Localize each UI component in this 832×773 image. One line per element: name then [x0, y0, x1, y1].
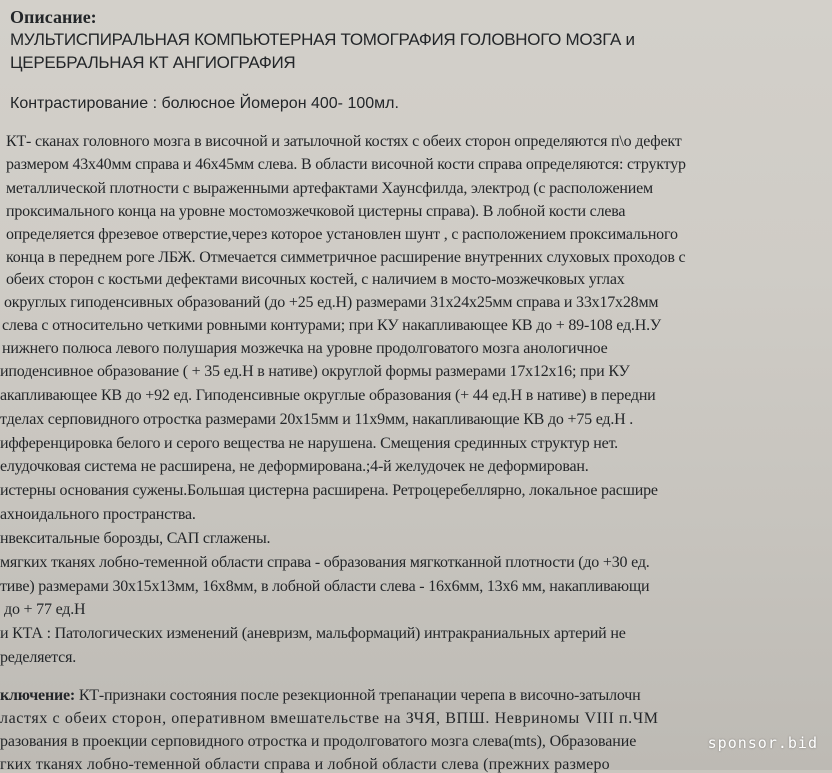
body-line: определяется фрезевое отверстие,через которое установлен шунт , с расположением проксимального: [6, 226, 678, 243]
body-line: до + 77 ед.Н: [4, 601, 86, 618]
body-line: и КТА : Патологических изменений (аневризм, мальформаций) интракраниальных артерий не: [0, 625, 626, 642]
conclusion-line: гких тканях лобно-теменной области справа и лобной области слева (прежних размеро: [0, 756, 610, 773]
body-line: иподенсивное образование ( + 35 ед.Н в нативе) округлой формы размерами 17х12х16; при КУ: [0, 363, 630, 380]
body-line: мягких тканях лобно-теменной области справа - образования мягкотканной плотности (до +30 ед.: [0, 554, 650, 571]
contrast-line: Контрастирование : болюсное Йомерон 400- 100мл.: [10, 95, 399, 112]
body-line: тиве) размерами 30х15х13мм, 16х8мм, в лобной области слева - 16х6мм, 13х6 мм, накапливающи: [0, 578, 650, 595]
body-line: обеих сторон с костьми дефектами височных костей, с наличием в мосто-мозжечковых углах: [6, 271, 625, 288]
conclusion-line: ластях с обеих сторон, оперативном вмешательстве на ЗЧЯ, ВПШ. Невриномы VIII п.ЧМ: [0, 710, 659, 727]
body-line: истерны основания сужены.Большая цистерна расширена. Ретроцеребеллярно, локальное расшире: [0, 482, 658, 499]
body-line: нвекситальные борозды, САП сглажены.: [0, 530, 271, 547]
body-line: ифференцировка белого и серого вещества не нарушена. Смещения срединных структур нет.: [0, 435, 618, 452]
body-line: конца в переднем роге ЛБЖ. Отмечается симметричное расширение внутренних слуховых проходов с: [6, 249, 686, 266]
conclusion-label: ключение:: [0, 687, 76, 704]
body-line: нижнего полюса левого полушария мозжечка на уровне продолговатого мозга анологичное: [2, 340, 608, 357]
description-label: Описание:: [10, 7, 97, 27]
document-title-line-1: МУЛЬТИСПИРАЛЬНАЯ КОМПЬЮТЕРНАЯ ТОМОГРАФИЯ ГОЛОВНОГО МОЗГА и: [10, 30, 635, 49]
body-line: КТ- сканах головного мозга в височной и затылочной костях с обеих сторон определяются п\о дефект: [6, 133, 682, 150]
body-line: тделах серповидного отростка размерами 20х15мм и 11х9мм, накапливающие КВ до +75 ед.Н .: [0, 411, 634, 428]
watermark: sponsor.bid: [707, 734, 818, 752]
body-line: ределяется.: [0, 649, 77, 666]
conclusion-text: КТ-признаки состояния после резекционной трепанации черепа в височно-затылочн: [75, 687, 641, 704]
body-line: размером 43х40мм справа и 46х45мм слева. В области височной кости справа определяются: структур: [6, 156, 686, 173]
body-line: елудочковая система не расширена, не деформирована.;4-й желудочек не деформирован.: [0, 458, 589, 475]
conclusion-line: [0, 688, 640, 704]
body-line: акапливающее КВ до +92 ед. Гиподенсивные округлые образования (+ 44 ед.Н в нативе) в передни: [0, 387, 656, 404]
body-line: ахноидального пространства.: [0, 506, 196, 523]
document-title-line-2: ЦЕРЕБРАЛЬНАЯ КТ АНГИОГРАФИЯ: [10, 53, 296, 72]
body-line: проксимального конца на уровне мостомозжечковой цистерны справа). В лобной кости слева: [6, 203, 626, 220]
conclusion-line: разования в проекции серповидного отростка и продолговатого мозга слева(mts), Образование: [0, 733, 637, 750]
body-line: металлической плотности с выраженными артефактами Хаунсфилда, электрод (с расположением: [6, 180, 653, 197]
body-line: округлых гиподенсивных образований (до +25 ед.Н) размерами 31х24х25мм справа и 33х17х28мм: [4, 294, 659, 311]
body-line: слева с относительно четкими ровными контурами; при КУ накапливающее КВ до + 89-108 ед.Н.У: [2, 317, 662, 334]
